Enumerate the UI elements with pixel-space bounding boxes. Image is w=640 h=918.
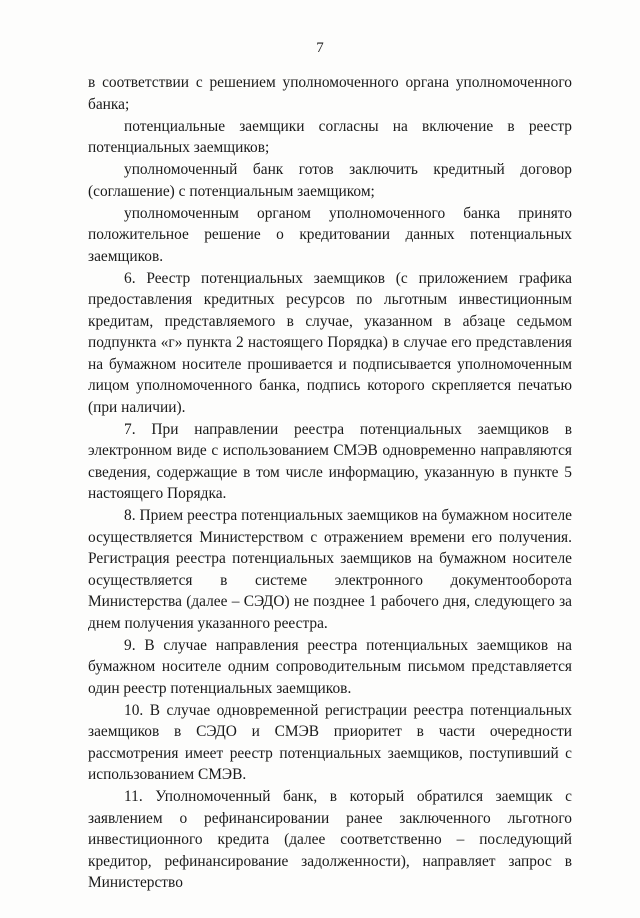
paragraph-item-9: 9. В случае направления реестра потенциальных заемщиков на бумажном носителе одним сопроводительным письмом представляется один реестр потенциальных заемщиков. <box>88 636 572 697</box>
paragraph-item-8: 8. Прием реестра потенциальных заемщиков на бумажном носителе осуществляется Министерством с отражением времени его получения. Регистрация реестра потенциальных заемщиков на бумажном носителе осуществляется в системе электронного документооборота Министерства (далее – СЭДО) не позднее 1 рабочего дня, следующего за днем получения указанного реестра. <box>88 507 572 632</box>
paragraph-item-7: 7. При направлении реестра потенциальных заемщиков в электронном виде с использованием СМЭВ одновременно направляются сведения, содержащие в том числе информацию, указанную в пункте 5 настоящего Порядка. <box>88 420 572 502</box>
paragraph: в соответствии с решением уполномоченного органа уполномоченного банка; <box>88 74 572 113</box>
paragraph: уполномоченный банк готов заключить кредитный договор (соглашение) с потенциальным заемщиком; <box>88 161 572 200</box>
paragraph: потенциальные заемщики согласны на включение в реестр потенциальных заемщиков; <box>88 117 572 156</box>
page-number: 7 <box>316 40 324 56</box>
paragraph-item-6: 6. Реестр потенциальных заемщиков (с приложением графика предоставления кредитных ресурсов по льготным инвестиционным кредитам, представляемого в случае, указанном в абзаце седьмом подпункта «г» пункта 2 настоящего Порядка) в случае его представления на бумажном носителе прошивается и подписывается уполномоченным лицом уполномоченного банка, подпись которого скрепляется печатью (при наличии). <box>88 269 572 416</box>
paragraph-item-10: 10. В случае одновременной регистрации реестра потенциальных заемщиков в СЭДО и СМЭВ приоритет в части очередности рассмотрения имеет реестр потенциальных заемщиков, поступивший с использованием СМЭВ. <box>88 701 572 783</box>
paragraph: уполномоченным органом уполномоченного банка принято положительное решение о кредитовании данных потенциальных заемщиков. <box>88 204 572 265</box>
paragraph-item-11: 11. Уполномоченный банк, в который обратился заемщик с заявлением о рефинансировании ранее заключенного льготного инвестиционного кредита (далее соответственно – последующий кредитор, рефинансирование задолженности), направляет запрос в Министерство <box>88 788 572 891</box>
document-body <box>88 72 572 894</box>
